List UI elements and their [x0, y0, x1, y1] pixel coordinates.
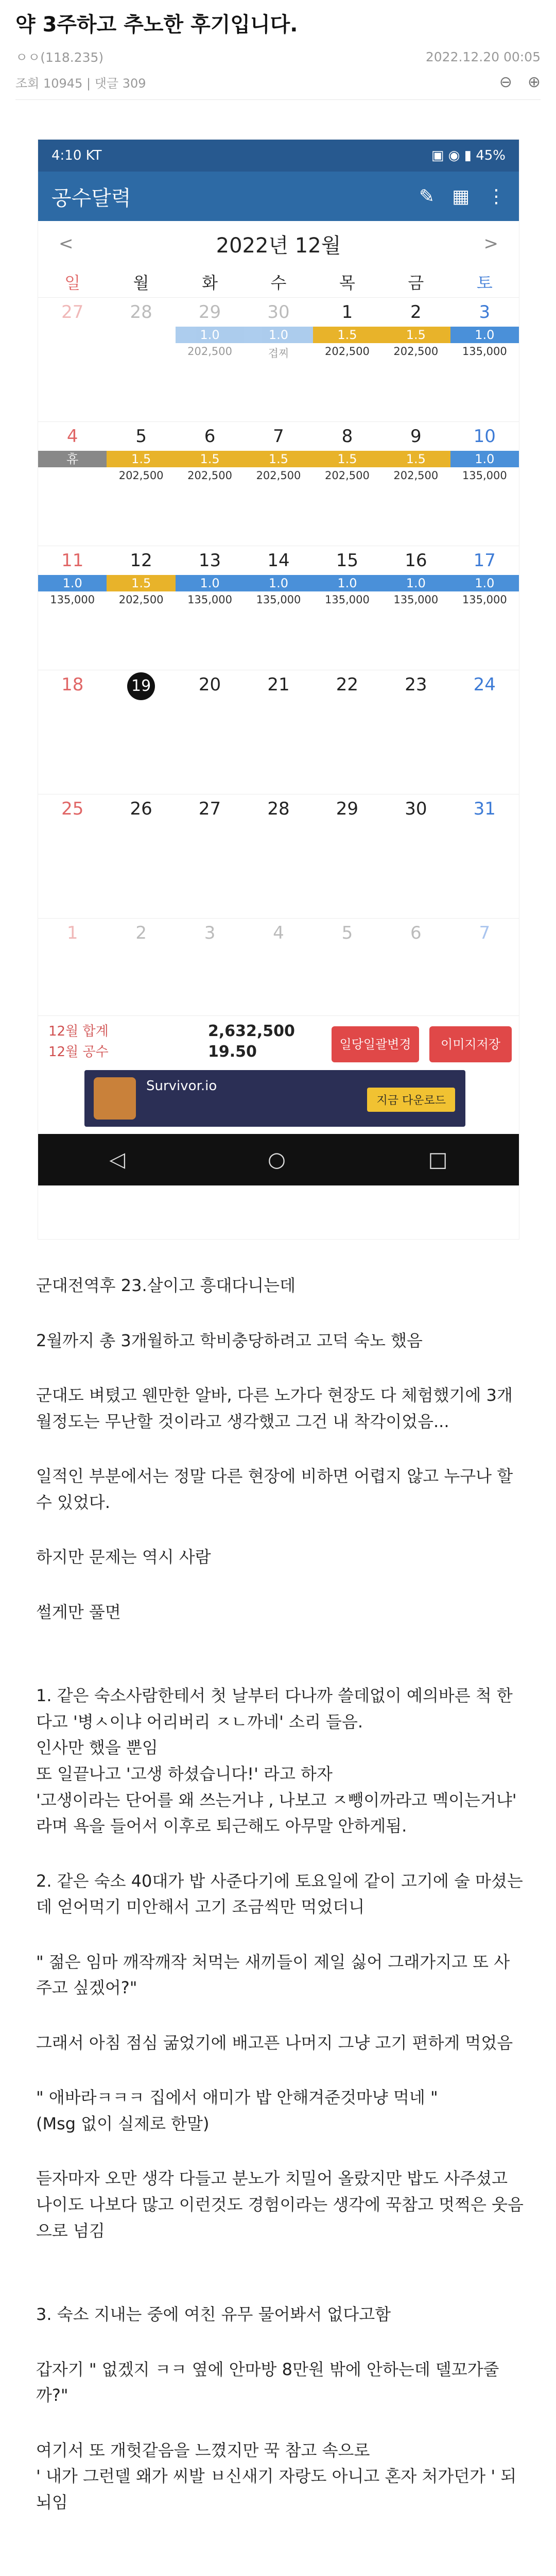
- day-number: 13: [198, 550, 221, 571]
- body-paragraph: 하지만 문제는 역시 사람: [36, 1547, 211, 1567]
- work-units-badge: 1.0: [313, 575, 381, 591]
- memo-icon[interactable]: ✎: [419, 185, 435, 207]
- body-paragraph: 그래서 아침 점심 굶었기에 배고픈 나머지 그냥 고기 편하게 먹었음: [36, 2032, 513, 2053]
- day-number: 15: [336, 550, 359, 571]
- daily-wage: 202,500: [393, 345, 439, 358]
- prev-month-icon[interactable]: <: [59, 233, 74, 254]
- back-icon[interactable]: ◁: [109, 1148, 126, 1172]
- paragraph-gap: [36, 1654, 525, 1683]
- day-number: 1: [341, 302, 353, 323]
- paragraph-gap: [36, 2409, 525, 2437]
- post-meta: [15, 47, 541, 66]
- ad-banner[interactable]: [84, 1070, 465, 1127]
- bulk-wage-change-button[interactable]: 일당일괄변경: [332, 1026, 419, 1062]
- daily-wage: 겹찌: [268, 347, 289, 360]
- day-number: 6: [410, 923, 422, 943]
- work-units-badge: 1.0: [450, 575, 519, 591]
- paragraph-gap: [36, 2273, 525, 2301]
- month-label: 2022년 12월: [216, 233, 341, 258]
- paragraph-gap: [36, 1299, 525, 1328]
- daily-wage: 202,500: [187, 469, 232, 482]
- calendar-day-cell[interactable]: [313, 421, 381, 546]
- zoom-out-icon[interactable]: ⊖: [499, 73, 512, 91]
- day-number: 21: [267, 674, 290, 695]
- daily-wage: 202,500: [118, 594, 164, 606]
- calendar-grid: [38, 297, 519, 1042]
- calendar-day-cell[interactable]: [381, 794, 450, 918]
- post-body: [36, 1273, 525, 2576]
- day-number: 28: [267, 799, 290, 819]
- status-battery: ▣ ◉ ▮ 45%: [431, 148, 506, 163]
- total-label-1: 12월 합계: [48, 1024, 109, 1039]
- day-number: 7: [479, 923, 491, 943]
- day-number: 23: [405, 674, 427, 695]
- post-header: [0, 0, 556, 100]
- work-units-badge: 1.5: [381, 327, 450, 343]
- calendar-day-cell[interactable]: [176, 421, 244, 546]
- calendar-day-cell[interactable]: [313, 794, 381, 918]
- paragraph-gap: [36, 2515, 525, 2544]
- calendar-day-cell[interactable]: [381, 546, 450, 670]
- work-units-badge: 1.0: [450, 327, 519, 343]
- totals-bar: [38, 1015, 519, 1067]
- total-value-2: 19.50: [208, 1043, 257, 1061]
- post-stats: 조회 10945 | 댓글 309 ⊖ ⊕: [15, 73, 541, 91]
- comment-count[interactable]: 댓글 309: [94, 76, 146, 91]
- daily-wage: 135,000: [50, 594, 95, 606]
- day-number: 27: [61, 302, 84, 323]
- day-number: 24: [473, 674, 496, 695]
- work-units-badge: 1.5: [313, 327, 381, 343]
- daily-wage: 135,000: [462, 345, 507, 358]
- weekday-label: 토: [476, 273, 493, 293]
- daily-wage: 202,500: [325, 345, 370, 358]
- phone-screenshot: [38, 139, 519, 1240]
- body-paragraph: 군대전역후 23.살이고 흥대다니는데: [36, 1276, 296, 1295]
- post-title: 약 3주하고 추노한 후기입니다.: [15, 13, 298, 37]
- day-number: 9: [410, 426, 422, 447]
- next-month-icon[interactable]: >: [483, 233, 498, 254]
- weekday-label: 화: [202, 273, 218, 293]
- day-number: 4: [66, 426, 78, 447]
- paragraph-gap: [36, 1434, 525, 1463]
- body-paragraph: 듣자마자 오만 생각 다들고 분노가 치밀어 올랐지만 밥도 사주셨고 나이도 나보다 많고 이런것도 경험이라는 생각에 꾹참고 멋쩍은 웃음으로 넘김: [36, 2168, 524, 2241]
- work-units-badge: 1.0: [244, 575, 312, 591]
- work-units-badge: 1.5: [176, 451, 244, 467]
- today-marker: 19: [127, 672, 155, 700]
- day-number: 30: [267, 302, 290, 323]
- paragraph-gap: [36, 2544, 525, 2573]
- body-paragraph: 2. 같은 숙소 40대가 밥 사준다기에 토요일에 같이 고기에 술 마셨는데 얻어먹기 미안해서 고기 조금씩만 먹었더니: [36, 1871, 523, 1917]
- day-number: 29: [336, 799, 359, 819]
- calendar-day-cell[interactable]: [107, 670, 175, 794]
- calendar-day-cell[interactable]: [107, 794, 175, 918]
- day-number: 12: [130, 550, 152, 571]
- work-units-badge: 1.5: [107, 575, 175, 591]
- status-bar: [38, 140, 519, 172]
- work-units-badge: 1.0: [176, 327, 244, 343]
- recents-icon[interactable]: □: [428, 1148, 448, 1172]
- status-time: 4:10 KT: [51, 148, 102, 163]
- day-number: 17: [473, 550, 496, 571]
- body-paragraph: 일적인 부분에서는 정말 다른 현장에 비하면 어렵지 않고 누구나 할 수 있었다.: [36, 1466, 518, 1512]
- body-paragraph: 1. 같은 숙소사람한테서 첫 날부터 다나까 쓸데없이 예의바른 척 한다고 '병ㅅ이냐 어리버리 ㅈㄴ까네' 소리 들음. 인사만 했을 뿐임 또 일끝나고 '고생 하셨습니다!' 라고 하자 '고생이라는 단어를 왜 쓰는거냐 , 나보고 ㅈ뺑이까라고 멕이는거냐' 라며 욕을 들어서 이후로 퇴근해도 아무말 안하게됨.: [36, 1686, 517, 1836]
- weekday-label: 금: [408, 273, 424, 293]
- calendar-day-cell[interactable]: [176, 794, 244, 918]
- calendar-day-cell[interactable]: [450, 546, 519, 670]
- body-paragraph: 여기서 또 개헛같음을 느꼈지만 꾹 참고 속으로 ' 내가 그런델 왜가 씨발 ㅂ신새기 자랑도 아니고 혼자 처가던가 ' 되뇌임: [36, 2440, 517, 2512]
- calendar-day-cell[interactable]: [244, 421, 312, 546]
- daily-wage: 135,000: [462, 469, 507, 482]
- body-paragraph: " 애바라ㅋㅋㅋ 집에서 애미가 밥 안해겨준것마냥 먹네 " (Msg 없이 실제로 한말): [36, 2088, 438, 2133]
- calendar-day-cell[interactable]: [38, 546, 107, 670]
- work-units-badge: 1.0: [38, 575, 107, 591]
- day-number: 5: [135, 426, 147, 447]
- save-image-button[interactable]: 이미지저장: [429, 1026, 512, 1062]
- day-number: 2: [410, 302, 422, 323]
- calendar-day-cell[interactable]: [176, 670, 244, 794]
- weekday-label: 월: [133, 273, 149, 293]
- paragraph-gap: [36, 2056, 525, 2084]
- day-number: 29: [198, 302, 221, 323]
- day-number: 11: [61, 550, 84, 571]
- more-icon[interactable]: ⋮: [487, 185, 506, 207]
- paragraph-gap: [36, 1839, 525, 1868]
- paragraph-gap: [36, 2137, 525, 2165]
- zoom-in-icon[interactable]: ⊕: [527, 73, 541, 91]
- ad-title: Survivor.io: [146, 1078, 217, 1094]
- android-nav-bar: [38, 1134, 519, 1185]
- paragraph-gap: [36, 1570, 525, 1599]
- app-title: 공수달력: [51, 186, 131, 210]
- calendar-day-cell[interactable]: [107, 297, 175, 421]
- home-icon[interactable]: ○: [268, 1148, 286, 1172]
- daily-wage: 135,000: [187, 594, 232, 606]
- day-number: 22: [336, 674, 359, 695]
- calendar-day-cell[interactable]: [176, 546, 244, 670]
- body-paragraph: 3. 숙소 지내는 중에 여친 유무 물어봐서 없다고함: [36, 2304, 391, 2325]
- day-number: 20: [198, 674, 221, 695]
- work-units-badge: 1.0: [450, 451, 519, 467]
- body-paragraph: " 젊은 임마 깨작깨작 처먹는 새끼들이 제일 싫어 그래가지고 또 사주고 싶겠어?": [36, 1952, 510, 1998]
- work-units-badge: 1.0: [381, 575, 450, 591]
- day-number: 1: [66, 923, 78, 943]
- day-number: 6: [204, 426, 216, 447]
- calendar-day-cell[interactable]: [38, 670, 107, 794]
- paragraph-gap: [36, 1625, 525, 1654]
- work-units-badge: 1.5: [244, 451, 312, 467]
- author-name[interactable]: ㅇㅇ(118.235): [15, 50, 104, 65]
- weekday-label: 수: [270, 273, 287, 293]
- post-date: 2022.12.20 00:05: [425, 49, 541, 64]
- total-value-1: 2,632,500: [208, 1022, 295, 1040]
- paragraph-gap: [36, 2001, 525, 2030]
- day-number: [107, 670, 175, 698]
- calendar-day-cell[interactable]: [244, 546, 312, 670]
- daily-wage: 135,000: [256, 594, 301, 606]
- day-number: 10: [473, 426, 496, 447]
- body-paragraph: 2월까지 총 3개월하고 학비충당하려고 고덕 숙노 했음: [36, 1330, 423, 1350]
- app-bar: [38, 172, 519, 221]
- ad-thumbnail: [94, 1077, 136, 1120]
- weekday-label: 목: [339, 273, 355, 293]
- calendar-day-cell[interactable]: [381, 297, 450, 421]
- divider: [15, 99, 541, 100]
- total-label-2: 12월 공수: [48, 1044, 109, 1060]
- work-units-badge: 1.0: [244, 327, 312, 343]
- view-count: 조회 10945: [15, 76, 83, 91]
- calendar-day-cell[interactable]: [381, 421, 450, 546]
- calendar-day-cell[interactable]: [313, 546, 381, 670]
- body-paragraph: 군대도 벼텼고 웬만한 알바, 다른 노가다 현장도 다 체험했기에 3개월정도는 무난할 것이라고 생각했고 그건 내 착각이었음...: [36, 1385, 513, 1431]
- body-paragraph: [36, 2573, 525, 2576]
- day-number: 30: [405, 799, 427, 819]
- month-nav: [38, 221, 519, 266]
- paragraph-gap: [36, 2328, 525, 2357]
- body-paragraph: 썰게만 풀면: [36, 1602, 121, 1622]
- work-units-badge: 1.5: [107, 451, 175, 467]
- day-number: 16: [405, 550, 427, 571]
- calendar-icon[interactable]: ▦: [451, 185, 470, 207]
- day-number: 27: [198, 799, 221, 819]
- day-number: 4: [273, 923, 284, 943]
- body-paragraph: 갑자기 " 없겠지 ㅋㅋ 옆에 안마방 8만원 밖에 안하는데 델꼬가줄까?": [36, 2359, 499, 2405]
- daily-wage: 202,500: [393, 469, 439, 482]
- calendar-day-cell[interactable]: [38, 794, 107, 918]
- calendar-day-cell[interactable]: [450, 297, 519, 421]
- calendar-day-cell[interactable]: [244, 794, 312, 918]
- calendar-day-cell[interactable]: [381, 670, 450, 794]
- calendar-day-cell[interactable]: [244, 297, 312, 421]
- paragraph-gap: [36, 1920, 525, 1949]
- calendar-day-cell[interactable]: [107, 546, 175, 670]
- daily-wage: 202,500: [325, 469, 370, 482]
- day-number: 26: [130, 799, 152, 819]
- day-number: 31: [473, 799, 496, 819]
- day-number: 3: [479, 302, 491, 323]
- day-number: 14: [267, 550, 290, 571]
- calendar-day-cell[interactable]: [450, 421, 519, 546]
- daily-wage: 202,500: [118, 469, 164, 482]
- work-units-badge: 1.5: [313, 451, 381, 467]
- paragraph-gap: [36, 2244, 525, 2273]
- day-number: 25: [61, 799, 84, 819]
- daily-wage: 202,500: [256, 469, 301, 482]
- paragraph-gap: [36, 1515, 525, 1544]
- daily-wage: 135,000: [325, 594, 370, 606]
- calendar-day-cell[interactable]: [38, 421, 107, 546]
- daily-wage: 135,000: [393, 594, 439, 606]
- weekday-label: 일: [64, 273, 81, 293]
- calendar-day-cell[interactable]: [313, 670, 381, 794]
- calendar-day-cell[interactable]: [244, 670, 312, 794]
- calendar-day-cell[interactable]: [313, 297, 381, 421]
- day-number: 3: [204, 923, 216, 943]
- ad-download-button[interactable]: 지금 다운로드: [367, 1088, 455, 1112]
- work-units-badge: 휴: [38, 451, 107, 467]
- calendar-day-cell[interactable]: [176, 297, 244, 421]
- work-units-badge: 1.5: [381, 451, 450, 467]
- day-number: 5: [341, 923, 353, 943]
- paragraph-gap: [36, 1353, 525, 1382]
- day-number: 2: [135, 923, 147, 943]
- daily-wage: 202,500: [187, 345, 232, 358]
- day-number: 8: [341, 426, 353, 447]
- work-units-badge: 1.0: [176, 575, 244, 591]
- calendar-day-cell[interactable]: [450, 670, 519, 794]
- calendar-day-cell[interactable]: [450, 794, 519, 918]
- calendar-day-cell[interactable]: [107, 421, 175, 546]
- daily-wage: 135,000: [462, 594, 507, 606]
- day-number: 28: [130, 302, 152, 323]
- day-number: 18: [61, 674, 84, 695]
- day-number: 7: [273, 426, 284, 447]
- weekday-header: [38, 266, 519, 297]
- calendar-day-cell[interactable]: [38, 297, 107, 421]
